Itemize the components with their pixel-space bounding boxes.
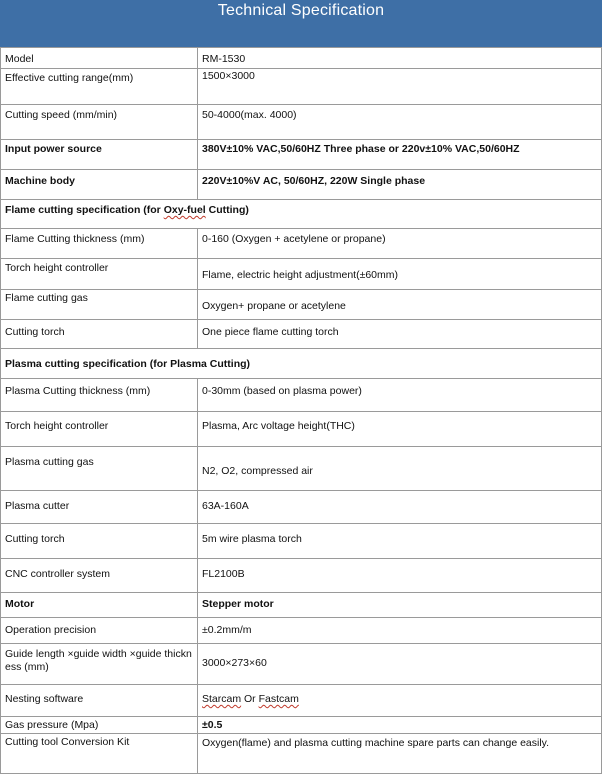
row-value: 5m wire plasma torch xyxy=(202,533,302,545)
row-value: 50-4000(max. 4000) xyxy=(202,109,297,121)
table-row xyxy=(0,491,602,524)
row-label: Flame cutting gas xyxy=(5,292,88,304)
row-value: FL2100B xyxy=(202,568,245,580)
row-label: Model xyxy=(5,53,34,65)
row-value: RM-1530 xyxy=(202,53,246,65)
table-row xyxy=(0,105,602,140)
row-value: Oxygen+ propane or acetylene xyxy=(202,300,346,312)
table-row xyxy=(0,379,602,412)
row-label: Cutting torch xyxy=(5,533,65,545)
page-title: Technical Specification xyxy=(217,2,385,19)
row-label: CNC controller system xyxy=(5,568,111,580)
table-row xyxy=(0,524,602,559)
row-value: One piece flame cutting torch xyxy=(202,326,339,338)
table-row xyxy=(0,229,602,259)
row-value: ±0.2mm/m xyxy=(202,624,252,636)
spec-header-bar xyxy=(0,0,602,47)
table-row xyxy=(0,559,602,593)
table-row xyxy=(0,734,602,774)
table-row xyxy=(0,447,602,491)
row-value: Starcam Or Fastcam xyxy=(202,693,299,705)
row-label: Torch height controller xyxy=(5,262,109,274)
row-value: Stepper motor xyxy=(202,598,274,610)
row-label: Input power source xyxy=(5,143,102,155)
row-value: N2, O2, compressed air xyxy=(202,465,313,477)
table-row xyxy=(0,320,602,349)
section-header-flame xyxy=(0,200,602,229)
table-row xyxy=(0,69,602,105)
row-label: Plasma cutter xyxy=(5,500,70,512)
table-row xyxy=(0,593,602,618)
table-row xyxy=(0,412,602,447)
table-row xyxy=(0,140,602,170)
row-label: Torch height controller xyxy=(5,420,109,432)
row-value: 0-30mm (based on plasma power) xyxy=(202,385,362,397)
section-title: Flame cutting specification (for Oxy-fuel Cutting) xyxy=(5,204,249,216)
row-label: Cutting torch xyxy=(5,326,65,338)
row-label: Gas pressure (Mpa) xyxy=(5,719,99,731)
row-label: Guide length ×guide width ×guide thickness (mm) xyxy=(5,648,192,673)
row-label: Plasma cutting gas xyxy=(5,456,94,468)
row-value: 0-160 (Oxygen + acetylene or propane) xyxy=(202,233,386,245)
row-label: Flame Cutting thickness (mm) xyxy=(5,233,145,245)
row-value: 1500×3000 xyxy=(202,70,255,82)
row-value: Oxygen(flame) and plasma cutting machine spare parts can change easily. xyxy=(202,737,550,749)
row-value: 3000×273×60 xyxy=(202,657,267,669)
row-value: 63A-160A xyxy=(202,500,249,512)
table-row xyxy=(0,717,602,734)
row-label: Cutting speed (mm/min) xyxy=(5,109,118,121)
row-value: 220V±10%V AC, 50/60HZ, 220W Single phase xyxy=(202,175,426,187)
spec-table xyxy=(0,47,602,776)
table-row xyxy=(0,618,602,644)
table-row xyxy=(0,685,602,717)
row-label: Nesting software xyxy=(5,693,84,705)
table-row xyxy=(0,644,602,685)
section-title: Plasma cutting specification (for Plasma Cutting) xyxy=(5,358,251,370)
row-label: Motor xyxy=(5,598,35,610)
row-label: Plasma Cutting thickness (mm) xyxy=(5,385,151,397)
row-label: Operation precision xyxy=(5,624,97,636)
row-label: Machine body xyxy=(5,175,76,187)
table-row xyxy=(0,47,602,69)
table-row xyxy=(0,259,602,290)
section-header-plasma xyxy=(0,349,602,379)
row-label: Effective cutting range(mm) xyxy=(5,72,134,84)
row-value: ±0.5 xyxy=(202,719,223,731)
row-label: Cutting tool Conversion Kit xyxy=(5,736,130,748)
table-row xyxy=(0,170,602,200)
row-value: Plasma, Arc voltage height(THC) xyxy=(202,420,355,432)
row-value: 380V±10% VAC,50/60HZ Three phase or 220v±10% VAC,50/60HZ xyxy=(202,143,520,155)
row-value: Flame, electric height adjustment(±60mm) xyxy=(202,269,398,281)
table-row xyxy=(0,290,602,320)
